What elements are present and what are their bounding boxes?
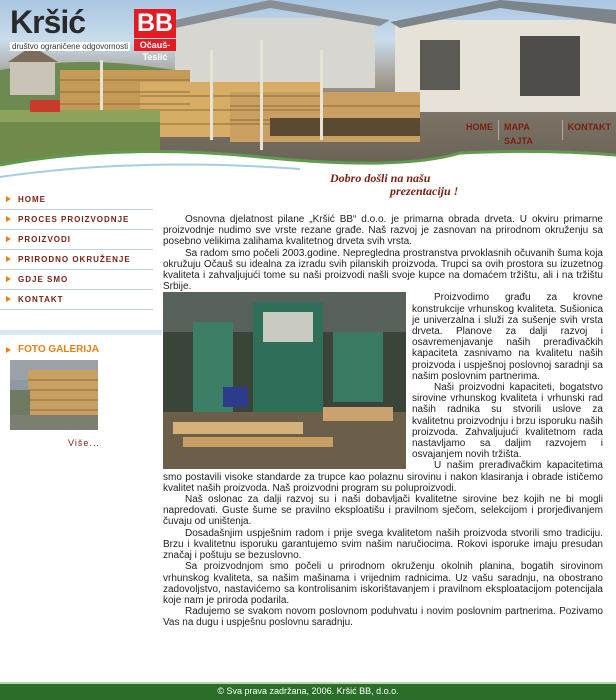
gallery-title[interactable] xyxy=(6,344,99,355)
sidebar-item-contact[interactable] xyxy=(0,290,155,308)
content-paragraph: Radujemo se svakom novom poslovnom poduhvatu i novim poslovnim partnerima. Pozivamo Vas na dugu i uspješnu poslovnu saradnju. xyxy=(163,606,603,629)
top-navigation xyxy=(461,120,616,146)
sidebar-item-products[interactable] xyxy=(0,230,155,248)
sidebar-item-label: GDJE SMO xyxy=(18,274,69,284)
content-paragraph: Osnovna djelatnost pilane „Kršić BB“ d.o.o. je primarna obrada drveta. U okviru primarne proizvodnje nudimo sve vrste rezane građe. Naš razvoj je zasnovan na prirodnom okruženju sa posebno velikima zalihama kvalitetnog drveta svih vrsta. xyxy=(163,214,603,248)
topnav-sitemap[interactable]: MAPA SAJTA xyxy=(498,120,562,140)
welcome-heading xyxy=(330,172,580,198)
sidebar-item-home[interactable] xyxy=(0,190,155,208)
sidebar-item-production[interactable] xyxy=(0,210,155,228)
topnav-home[interactable]: HOME xyxy=(466,122,493,132)
gallery-title-label: FOTO GALERIJA xyxy=(18,344,99,355)
sidebar-band xyxy=(0,330,162,335)
sidebar-divider xyxy=(0,309,153,310)
welcome-line-1: Dobro došli na našu xyxy=(330,171,431,185)
content-paragraph: Sa proizvodnjom smo počeli u prirodnom okruženju okolnih planina, bogatih sirovinom vrhunskog kvaliteta, sa našim mašinama i vrijednim radnicima. Uz vašu saradnju, na obostrano zadovoljstvo, nastavićemo sa kontrolisanim iskorištavanjem i pravilnom eksploatacijom potencijala koje nam je priroda podarila. xyxy=(163,561,603,606)
content-paragraph: Naši proizvodni kapaciteti, bogatstvo sirovine vrhunskog kvaliteta i vrhunski rad naših radnika su stvorili uslove za kvalitetnu proizvodnju i brzu isporuku naših proizvoda. Zahvaljujući kvalitetnom rada nastavljamo sa daljim razvojem i osvajanjem novih tržišta. xyxy=(412,382,603,461)
sidebar-item-label: PROIZVODI xyxy=(18,234,72,244)
sidebar-item-location[interactable] xyxy=(0,270,155,288)
logo-subtitle: društvo ograničene odgovornosti xyxy=(12,42,129,51)
content-paragraph: Dosadašnjim uspješnim radom i prije svega kvalitetom naših proizvoda stvorili smo tradiciju. Brzu i kvalitetnu isporuku garantujemo svim našim naručiocima. Rokovi isporuke imaju presudan značaj i poštuju se bezuslovno. xyxy=(163,527,603,562)
arrow-right-icon xyxy=(6,236,11,242)
topnav-contact[interactable]: KONTAKT xyxy=(562,120,616,140)
sidebar-item-label: KONTAKT xyxy=(18,294,64,304)
welcome-line-2: prezentaciju ! xyxy=(390,184,459,198)
gallery-more-link[interactable]: Više... xyxy=(68,438,100,448)
footer-copyright: © Sva prava zadržana, 2006. Kršić BB, d.o.o. xyxy=(217,686,399,696)
sidebar-item-environment[interactable] xyxy=(0,250,155,268)
gallery-thumbnail[interactable] xyxy=(10,360,98,430)
content-paragraph: Naš oslonac za dalji razvoj su i naši dobavljači kvalitetne sirovine bez kojih ne bi mogli napredovati. Guste šume se pravilno eksploatišu i pravilnom sječom, selekcijom i prorjeđivanjem čuvaju od uništenja. xyxy=(163,494,603,528)
arrow-right-icon xyxy=(6,347,11,353)
machinery-image xyxy=(163,292,406,469)
sidebar-item-label: PRIRODNO OKRUŽENJE xyxy=(18,254,131,264)
sidebar-menu xyxy=(0,190,155,310)
arrow-right-icon xyxy=(6,256,11,262)
sawmill-machinery-photo xyxy=(163,292,406,469)
company-logo[interactable] xyxy=(6,4,176,60)
sidebar-item-label: HOME xyxy=(18,194,46,204)
arrow-right-icon xyxy=(6,196,11,202)
content-paragraph: Proizvodimo građu za krovne konstrukcije vrhunskog kvaliteta. Sušionica je univerzalna i služi za sušenje svih vrsta drveta. Planove za dalji razvoj i osavremenjavanje naših prerađivačkih kapaciteta zasnivamo na kvalitetu naših proizvoda i uspješnoj poslovnoj saradnji sa našim poslovnim partnerima. xyxy=(412,292,603,382)
logo-name: Kršić xyxy=(10,4,86,40)
arrow-right-icon xyxy=(6,216,11,222)
main-content xyxy=(163,214,603,629)
sidebar-item-label: PROCES PROIZVODNJE xyxy=(18,214,130,224)
content-paragraph: U našim prerađivačkim kapacitetima smo postavili visoke standarde za trupce kao polaznu sirovinu i nakon klasiranja i obrade ističemo kvalitet naših proizvoda. Naš proizvodni program su poluproizvodi. xyxy=(163,460,603,494)
lumber-photo xyxy=(10,360,98,430)
arrow-right-icon xyxy=(6,296,11,302)
logo-badge: BB xyxy=(134,9,176,38)
content-paragraph: Sa radom smo počeli 2003.godine. Nepregledna prostranstva prvoklasnih očuvanih šuma koja okružuju Očauš su idealna za izradu svih pilanskih proizvoda. Trupci sa ovih prostora su izuzetnog kvaliteta i zahvaljujući tome su naši proizvodi našli svoje kupce na domaćem tržištu, ali i na tržištu Srbije. xyxy=(163,247,603,293)
arrow-right-icon xyxy=(6,276,11,282)
logo-city: Očauš-Teslić xyxy=(134,39,176,51)
